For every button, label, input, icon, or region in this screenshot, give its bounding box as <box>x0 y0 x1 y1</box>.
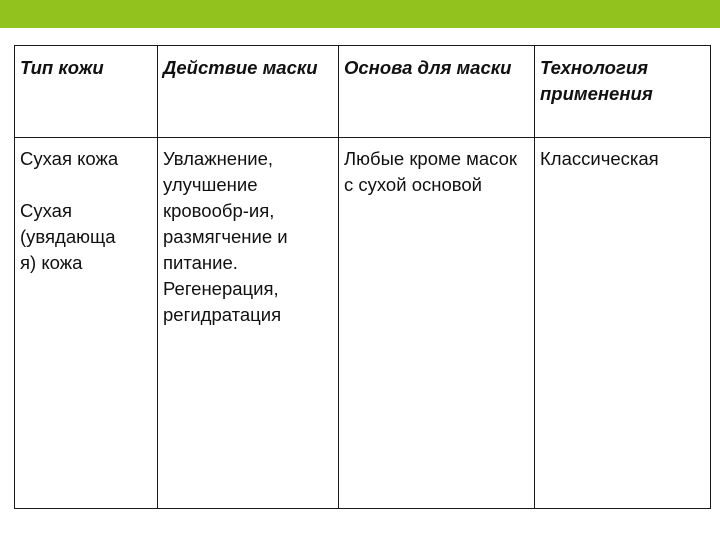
header-mask-base: Основа для маски <box>339 46 535 138</box>
skin-type-aging-line1: Сухая <box>20 200 72 221</box>
cell-mask-action: Увлажнение, улучшение кровообр-ия, размягчение и питание. Регенерация, регидратация <box>158 138 339 509</box>
skin-mask-table <box>14 45 711 509</box>
table-row <box>15 138 711 509</box>
header-mask-action: Действие маски <box>158 46 339 138</box>
header-skin-type: Тип кожи <box>15 46 158 138</box>
skin-type-aging-line3: я) кожа <box>20 252 83 273</box>
skin-type-aging-line2: (увядающа <box>20 226 116 247</box>
table-header-row <box>15 46 711 138</box>
cell-mask-base: Любые кроме масок с сухой основой <box>339 138 535 509</box>
cell-technology: Классическая <box>535 138 711 509</box>
cell-skin-type <box>15 138 158 509</box>
accent-bar <box>0 0 720 28</box>
header-technology: Технология применения <box>535 46 711 138</box>
skin-type-dry: Сухая кожа <box>20 148 119 169</box>
